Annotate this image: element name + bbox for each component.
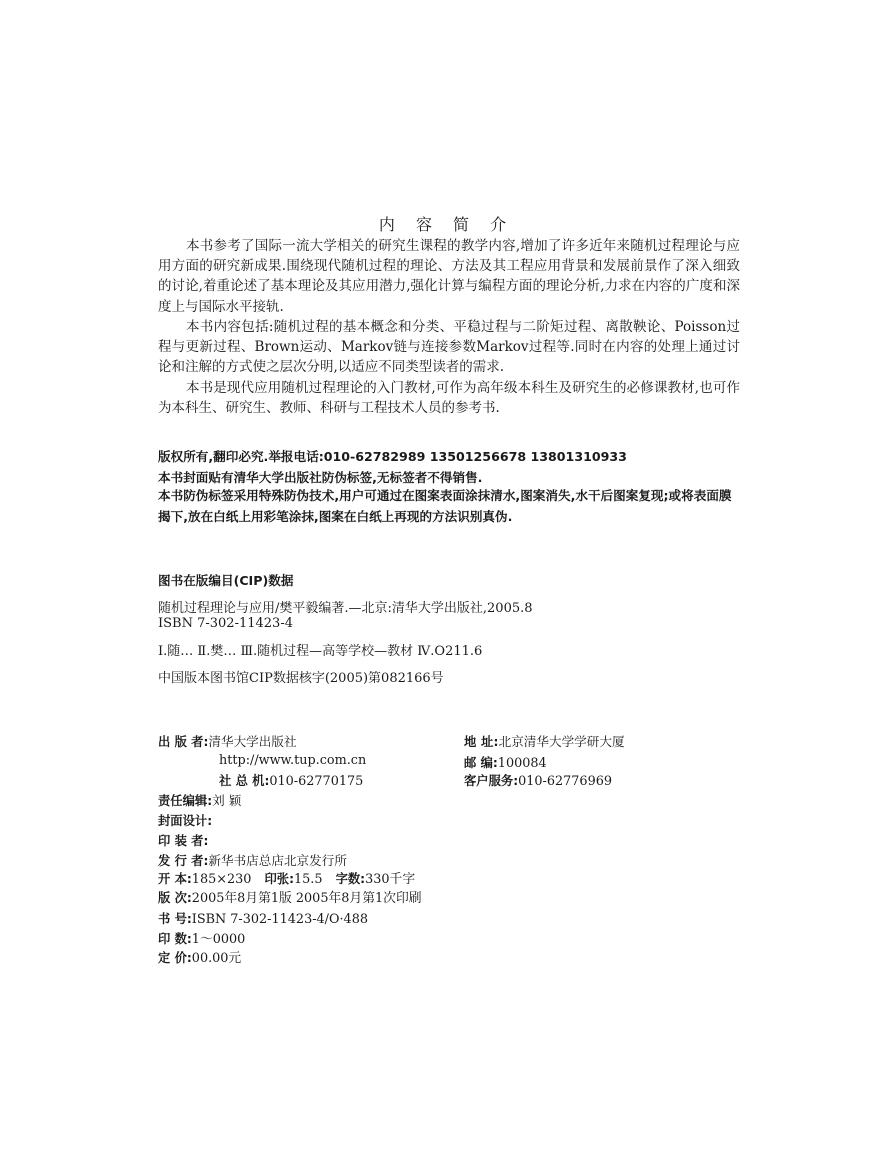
- publisher-label: 出 版 者:: [158, 735, 209, 749]
- cip-line-record: 中国版本图书馆CIP数据核字(2005)第082166号: [158, 671, 444, 686]
- cover-design-row: [158, 810, 212, 829]
- editor-row: [158, 790, 241, 809]
- switchboard-label: 社 总 机:: [219, 774, 270, 788]
- edition-row: [158, 887, 422, 906]
- page-title: 内 容 简 介: [378, 215, 515, 234]
- distributor-label: 发 行 者:: [158, 854, 209, 868]
- address-row: [464, 731, 625, 750]
- postcode-label: 邮 编:: [464, 756, 498, 770]
- editor-label: 责任编辑:: [158, 794, 213, 808]
- print-run-row: [158, 928, 245, 947]
- intro-paragraph-3: 本书是现代应用随机过程理论的入门教材,可作为高年级本科生及研究生的必修课教材,也可作为本科生、研究生、教师、科研与工程技术人员的参考书.: [158, 380, 740, 417]
- isbn-label: 书 号:: [158, 912, 192, 926]
- cip-line-subjects: Ⅰ.随… Ⅱ.樊… Ⅲ.随机过程—高等学校—教材 Ⅳ.O211.6: [158, 644, 483, 659]
- edition-label: 版 次:: [158, 891, 192, 905]
- isbn-row: [158, 908, 368, 927]
- anti-counterfeit-label-notice: 本书封面贴有清华大学出版社防伪标签,无标签者不得销售.: [158, 470, 483, 485]
- format-label: 开 本:: [158, 872, 192, 886]
- format-value: 185×230: [191, 872, 252, 887]
- price-row: [158, 947, 241, 966]
- intro-paragraph-2: 本书内容包括:随机过程的基本概念和分类、平稳过程与二阶矩过程、离散鞅论、Poisson过程与更新过程、Brown运动、Markov链与连接参数Markov过程等.同时在内容的处理上通过讨论和注解的方式使之层次分明,以适应不同类型读者的需求.: [158, 319, 740, 376]
- publisher-website: http://www.tup.com.cn: [219, 753, 367, 768]
- print-run-label: 印 数:: [158, 932, 192, 946]
- customer-service-value: 010-62776969: [518, 774, 612, 789]
- switchboard-row: [219, 770, 363, 789]
- switchboard-value: 010-62770175: [269, 774, 364, 789]
- sheets-value: 15.5: [293, 872, 323, 887]
- editor-value: 刘 颖: [212, 793, 242, 808]
- printer-label: 印 装 者:: [158, 834, 209, 848]
- edition-value: 2005年8月第1版 2005年8月第1次印刷: [191, 891, 422, 906]
- publisher-value: 清华大学出版社: [208, 734, 297, 749]
- format-row: [158, 868, 415, 887]
- anti-counterfeit-method-notice: 本书防伪标签采用特殊防伪技术,用户可通过在图案表面涂抹清水,图案消失,水干后图案复现;或将表面膜揭下,放在白纸上用彩笔涂抹,图案在白纸上再现的方法识别真伪.: [158, 488, 732, 524]
- customer-service-label: 客户服务:: [464, 774, 519, 788]
- copyright-line: 版权所有,翻印必究.举报电话:010-62782989 13501256678 13801310933: [158, 449, 627, 464]
- postcode-row: [464, 752, 547, 771]
- price-label: 定 价:: [158, 951, 192, 965]
- publisher-row: [158, 731, 297, 750]
- isbn-value: ISBN 7-302-11423-4/O·488: [191, 912, 368, 927]
- sheets-label: 印张:: [264, 872, 294, 886]
- distributor-row: [158, 850, 347, 869]
- print-run-value: 1～0000: [191, 932, 246, 947]
- distributor-value: 新华书店总店北京发行所: [208, 853, 347, 868]
- cip-line-title: 随机过程理论与应用/樊平毅编著.—北京:清华大学出版社,2005.8: [158, 601, 533, 616]
- word-count-label: 字数:: [335, 872, 366, 886]
- customer-service-row: [464, 770, 612, 789]
- cip-heading: 图书在版编目(CIP)数据: [158, 573, 294, 588]
- cip-line-isbn: ISBN 7-302-11423-4: [158, 616, 293, 631]
- cover-design-label: 封面设计:: [158, 814, 213, 828]
- postcode-value: 100084: [497, 756, 547, 771]
- printer-row: [158, 830, 208, 849]
- word-count-value: 330千字: [365, 872, 416, 887]
- price-value: 00.00元: [191, 951, 242, 966]
- address-value: 北京清华大学学研大厦: [498, 734, 625, 749]
- intro-paragraph-1: 本书参考了国际一流大学相关的研究生课程的教学内容,增加了许多近年来随机过程理论与应用方面的研究新成果.围绕现代随机过程的理论、方法及其工程应用背景和发展前景作了深入细致的讨论,着重论述了基本理论及其应用潜力,强化计算与编程方面的理论分析,力求在内容的广度和深度上与国际水平接轨.: [158, 238, 740, 315]
- address-label: 地 址:: [464, 735, 499, 749]
